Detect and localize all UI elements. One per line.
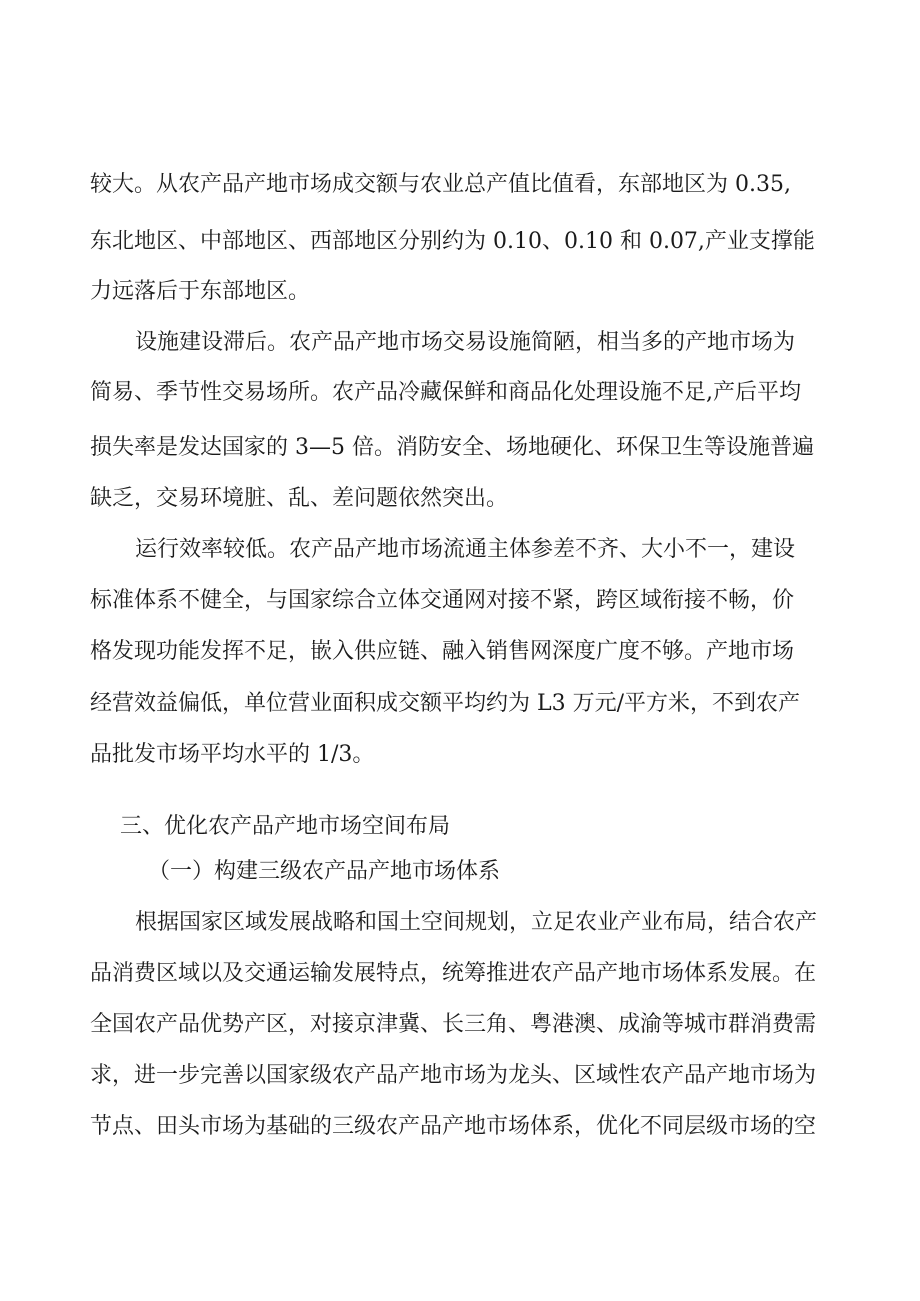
paragraph-3-line-4: 经营效益偏低，单位营业面积成交额平均约为 L3 万元/平方米，不到农产 <box>90 691 801 716</box>
paragraph-4-line-5: 节点、田头市场为基础的三级农产品产地市场体系，优化不同层级市场的空 <box>90 1114 817 1139</box>
subsection-heading: （一）构建三级农产品产地市场体系 <box>148 859 501 884</box>
paragraph-1-line-2: 东北地区、中部地区、西部地区分别约为 0.10、0.10 和 0.07,产业支撑能 <box>90 229 815 254</box>
paragraph-4-line-4: 求，进一步完善以国家级农产品产地市场为龙头、区域性农产品产地市场为 <box>90 1063 817 1088</box>
paragraph-2-line-1: 设施建设滞后。农产品产地市场交易设施简陋，相当多的产地市场为 <box>135 330 796 355</box>
paragraph-3-line-1: 运行效率较低。农产品产地市场流通主体参差不齐、大小不一，建设 <box>135 537 796 562</box>
paragraph-4-line-3: 全国农产品优势产区，对接京津冀、长三角、粤港澳、成渝等城市群消费需 <box>90 1012 817 1037</box>
paragraph-2-line-4: 缺乏，交易环境脏、乱、差问题依然突出。 <box>90 486 509 511</box>
paragraph-3-line-5: 品批发市场平均水平的 1/3。 <box>90 742 375 767</box>
paragraph-2-line-2: 简易、季节性交易场所。农产品冷藏保鲜和商品化处理设施不足,产后平均 <box>90 380 801 405</box>
paragraph-1-line-1: 较大。从农产品产地市场成交额与农业总产值比值看，东部地区为 0.35, <box>90 172 791 197</box>
paragraph-2-line-3: 损失率是发达国家的 3—5 倍。消防安全、场地硬化、环保卫生等设施普遍 <box>90 435 814 460</box>
section-heading: 三、优化农产品产地市场空间布局 <box>120 814 451 839</box>
paragraph-4-line-2: 品消费区域以及交通运输发展特点，统筹推进农产品产地市场体系发展。在 <box>90 961 817 986</box>
paragraph-4-line-1: 根据国家区域发展战略和国土空间规划，立足农业产业布局，结合农产 <box>135 910 818 935</box>
paragraph-3-line-3: 格发现功能发挥不足，嵌入供应链、融入销售网深度广度不够。产地市场 <box>90 639 795 664</box>
paragraph-1-line-3: 力远落后于东部地区。 <box>90 279 311 304</box>
paragraph-3-line-2: 标准体系不健全，与国家综合立体交通网对接不紧，跨区域衔接不畅，价 <box>90 588 795 613</box>
